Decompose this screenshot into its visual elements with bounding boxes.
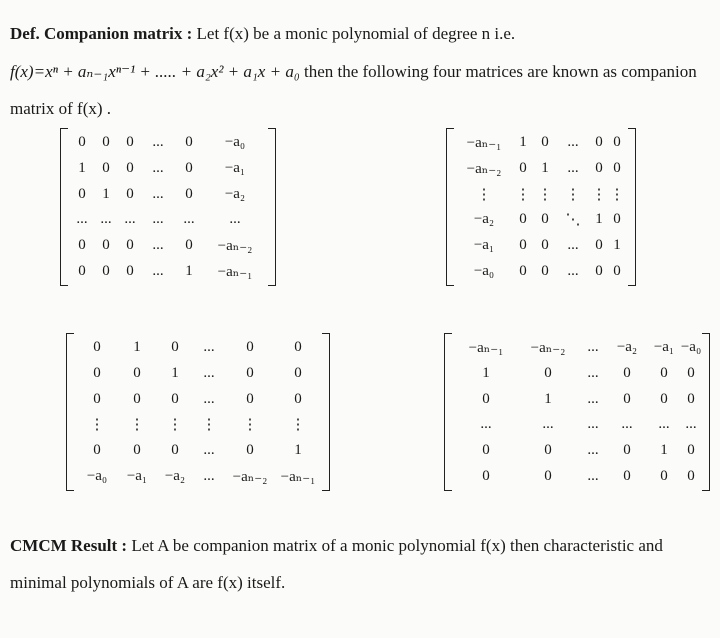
matrix-entry: 0 <box>126 134 134 151</box>
matrix-cells <box>70 130 266 284</box>
matrix-entry: 1 <box>482 364 490 381</box>
definition-line2-text: then the following four matrices are known as companion <box>299 62 697 81</box>
matrix-entry: 0 <box>133 390 141 407</box>
matrix-entry: −a₂ <box>616 339 638 356</box>
matrix-entry: 0 <box>519 211 527 228</box>
matrix-entry: 1 <box>519 134 527 151</box>
matrix-entry: ... <box>587 416 599 433</box>
matrix-entry: 0 <box>541 262 549 279</box>
matrix-entry: ... <box>124 211 136 228</box>
matrix-entry: −aₙ₋₁ <box>217 263 253 280</box>
matrix-entry: 0 <box>78 134 86 151</box>
definition-line3-text: matrix of f(x) . <box>10 99 112 118</box>
matrix-entry: 0 <box>294 339 302 356</box>
matrix-cells <box>76 335 320 489</box>
matrix-entry: 0 <box>133 441 141 458</box>
result-line-2 <box>10 573 285 593</box>
matrix-entry: ... <box>621 416 633 433</box>
matrix-entry: ⋮ <box>89 417 105 434</box>
matrix-entry: ... <box>203 467 215 484</box>
matrix-entry: ... <box>183 211 195 228</box>
matrix-entry: 0 <box>660 364 668 381</box>
result-heading: CMCM Result : <box>10 536 128 555</box>
matrix-entry: −a₀ <box>680 339 702 356</box>
matrix-entry: 1 <box>78 159 86 176</box>
matrix-entry: −aₙ₋₁ <box>466 135 502 152</box>
matrix-entry: ⋱ <box>565 212 581 229</box>
matrix-entry: 0 <box>294 390 302 407</box>
matrix-entry: 0 <box>294 364 302 381</box>
matrix-entry: 0 <box>541 134 549 151</box>
matrix-entry: 0 <box>78 185 86 202</box>
matrix-entry: −a₁ <box>126 467 148 484</box>
matrix-entry: 0 <box>126 262 134 279</box>
matrix-entry: −aₙ₋₁ <box>468 340 504 357</box>
companion-matrix-2 <box>446 128 636 286</box>
matrix-entry: 0 <box>595 262 603 279</box>
matrix-entry: ... <box>587 364 599 381</box>
matrix-entry: 0 <box>519 159 527 176</box>
matrix-entry: ... <box>152 236 164 253</box>
matrix-entry: 0 <box>613 262 621 279</box>
matrix-entry: ... <box>587 339 599 356</box>
matrix-entry: −a₁ <box>653 339 675 356</box>
matrix-entry: 0 <box>613 134 621 151</box>
matrix-entry: 0 <box>171 441 179 458</box>
matrix-entry: 0 <box>246 390 254 407</box>
definition-line-1 <box>10 24 515 44</box>
right-bracket <box>702 333 710 491</box>
matrix-entry: 0 <box>246 339 254 356</box>
matrix-entry: −a₂ <box>224 185 246 202</box>
definition-line-2 <box>10 62 697 82</box>
matrix-entry: 0 <box>595 159 603 176</box>
matrix-entry: 0 <box>246 441 254 458</box>
result-line-1 <box>10 536 663 556</box>
matrix-entry: ... <box>567 134 579 151</box>
matrix-entry: 0 <box>613 159 621 176</box>
result-line1-text: Let A be companion matrix of a monic polynomial f(x) then characteristic and <box>127 536 663 555</box>
matrix-entry: 0 <box>93 441 101 458</box>
matrix-entry: ... <box>542 416 554 433</box>
matrix-entry: 0 <box>623 390 631 407</box>
matrix-entry: ... <box>100 211 112 228</box>
matrix-entry: 0 <box>102 134 110 151</box>
matrix-entry: 0 <box>246 364 254 381</box>
matrix-entry: 0 <box>93 339 101 356</box>
matrix-entry: 0 <box>102 236 110 253</box>
matrix-entry: 0 <box>185 134 193 151</box>
matrix-entry: 0 <box>78 236 86 253</box>
matrix-entry: −a₀ <box>224 134 246 151</box>
matrix-entry: 1 <box>613 236 621 253</box>
matrix-entry: 1 <box>595 211 603 228</box>
matrix-entry: ... <box>229 211 241 228</box>
matrix-entry: −a₁ <box>473 236 495 253</box>
definition-line1-text: Let f(x) be a monic polynomial of degree n i.e. <box>192 24 516 43</box>
matrix-entry: ⋮ <box>476 186 492 203</box>
matrix-entry: ⋮ <box>129 417 145 434</box>
matrix-entry: ... <box>152 185 164 202</box>
matrix-entry: ... <box>658 416 670 433</box>
definition-line-3 <box>10 99 111 119</box>
matrix-entry: 0 <box>78 262 86 279</box>
matrix-entry: ... <box>152 211 164 228</box>
matrix-entry: ⋮ <box>591 186 607 203</box>
matrix-entry: −a₂ <box>164 467 186 484</box>
matrix-entry: ... <box>203 339 215 356</box>
result-line2-text: minimal polynomials of A are f(x) itself. <box>10 573 286 592</box>
matrix-entry: 1 <box>171 364 179 381</box>
definition-heading: Def. Companion matrix : <box>10 24 193 43</box>
matrix-entry: −a₁ <box>224 159 246 176</box>
matrix-entry: ... <box>567 262 579 279</box>
matrix-entry: −a₂ <box>473 211 495 228</box>
matrix-entry: 0 <box>687 467 695 484</box>
matrix-entry: 0 <box>93 390 101 407</box>
matrix-entry: −a₀ <box>86 467 108 484</box>
matrix-entry: ... <box>203 441 215 458</box>
matrix-entry: 0 <box>660 390 668 407</box>
matrix-entry: 0 <box>126 236 134 253</box>
matrix-entry: 0 <box>623 364 631 381</box>
right-bracket <box>322 333 330 491</box>
matrix-entry: ⋮ <box>609 186 625 203</box>
matrix-entry: −aₙ₋₂ <box>466 160 502 177</box>
matrix-entry: −a₀ <box>473 262 495 279</box>
right-bracket <box>628 128 636 286</box>
matrix-entry: ... <box>587 390 599 407</box>
right-bracket <box>268 128 276 286</box>
matrix-entry: 0 <box>519 236 527 253</box>
matrix-entry: −aₙ₋₁ <box>280 468 316 485</box>
matrix-entry: ... <box>203 390 215 407</box>
matrix-entry: 0 <box>482 441 490 458</box>
matrix-cells <box>456 130 626 284</box>
matrix-entry: 0 <box>613 211 621 228</box>
matrix-entry: ... <box>152 262 164 279</box>
companion-matrix-4 <box>444 333 710 491</box>
matrix-entry: 0 <box>126 185 134 202</box>
companion-matrix-3 <box>66 333 330 491</box>
left-bracket <box>446 128 454 286</box>
matrix-entry: 0 <box>126 159 134 176</box>
matrix-entry: 0 <box>544 467 552 484</box>
matrix-entry: 0 <box>541 236 549 253</box>
matrix-entry: ... <box>567 236 579 253</box>
matrix-entry: ... <box>152 159 164 176</box>
matrix-entry: 0 <box>544 441 552 458</box>
matrix-entry: 0 <box>623 441 631 458</box>
matrix-entry: 0 <box>482 467 490 484</box>
polynomial-formula: f(x)=xⁿ + aₙ₋₁xⁿ⁻¹ + ..... + a₂x² + a₁x + a₀ <box>10 62 300 81</box>
matrix-entry: ... <box>587 467 599 484</box>
matrix-entry: 0 <box>133 364 141 381</box>
matrix-entry: ⋮ <box>290 417 306 434</box>
matrix-entry: 0 <box>687 390 695 407</box>
matrix-entry: 0 <box>544 364 552 381</box>
matrix-entry: ... <box>152 134 164 151</box>
matrix-entry: 0 <box>482 390 490 407</box>
matrix-entry: 0 <box>687 364 695 381</box>
matrix-entry: 0 <box>595 236 603 253</box>
matrix-entry: 0 <box>185 185 193 202</box>
left-bracket <box>66 333 74 491</box>
matrix-entry: 0 <box>519 262 527 279</box>
matrix-entry: 1 <box>185 262 193 279</box>
matrix-entry: 0 <box>687 441 695 458</box>
matrix-entry: ⋮ <box>537 186 553 203</box>
left-bracket <box>60 128 68 286</box>
matrix-entry: 1 <box>660 441 668 458</box>
matrix-entry: 0 <box>102 262 110 279</box>
matrix-entry: 0 <box>541 211 549 228</box>
matrix-entry: 1 <box>294 441 302 458</box>
matrix-entry: 0 <box>660 467 668 484</box>
matrix-entry: 0 <box>595 134 603 151</box>
matrix-entry: 0 <box>102 159 110 176</box>
matrix-entry: ... <box>76 211 88 228</box>
matrix-entry: −aₙ₋₂ <box>232 468 268 485</box>
matrix-entry: 0 <box>185 236 193 253</box>
matrix-entry: ⋮ <box>167 417 183 434</box>
matrix-entry: ⋮ <box>565 186 581 203</box>
matrix-entry: ... <box>203 364 215 381</box>
matrix-cells <box>454 335 700 489</box>
matrix-entry: ... <box>480 416 492 433</box>
left-bracket <box>444 333 452 491</box>
matrix-entry: 1 <box>544 390 552 407</box>
matrix-entry: 0 <box>93 364 101 381</box>
matrix-entry: −aₙ₋₂ <box>217 237 253 254</box>
matrix-entry: ... <box>587 441 599 458</box>
matrix-entry: 0 <box>623 467 631 484</box>
companion-matrix-1 <box>60 128 276 286</box>
matrix-entry: 0 <box>185 159 193 176</box>
matrix-entry: ⋮ <box>515 186 531 203</box>
matrix-entry: 1 <box>102 185 110 202</box>
matrix-entry: ⋮ <box>242 417 258 434</box>
matrix-entry: 0 <box>171 339 179 356</box>
matrix-entry: ⋮ <box>201 417 217 434</box>
matrix-entry: ... <box>685 416 697 433</box>
matrix-entry: 0 <box>171 390 179 407</box>
matrix-entry: ... <box>567 159 579 176</box>
matrix-entry: 1 <box>133 339 141 356</box>
matrix-entry: −aₙ₋₂ <box>530 340 566 357</box>
matrix-entry: 1 <box>541 159 549 176</box>
